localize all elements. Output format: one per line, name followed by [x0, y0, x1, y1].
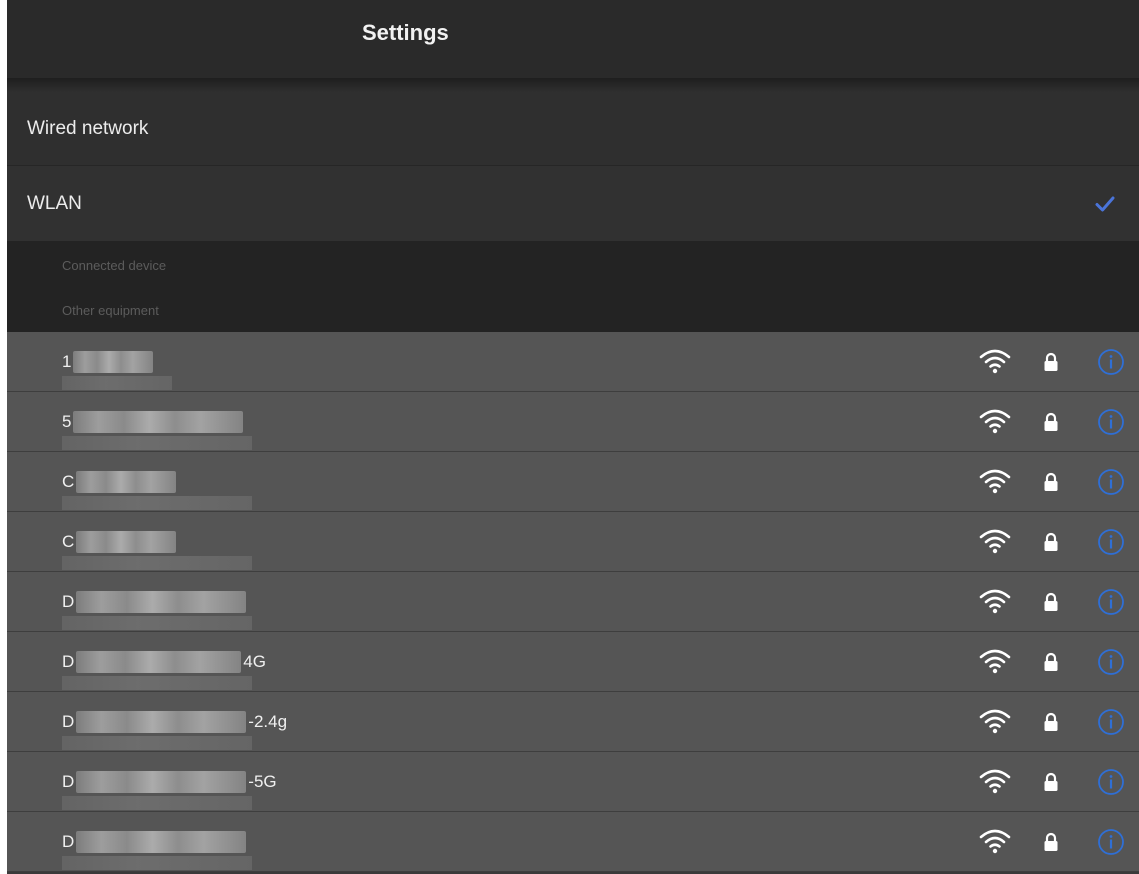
network-row[interactable] — [7, 632, 1139, 692]
redacted-name — [76, 471, 176, 493]
redacted-subtitle — [62, 616, 252, 630]
redacted-subtitle — [62, 496, 252, 510]
network-name-initial: D — [62, 712, 75, 731]
network-name-suffix: 4G — [243, 652, 266, 671]
redacted-subtitle — [62, 676, 252, 690]
info-icon[interactable] — [1097, 348, 1125, 376]
wired-network-label: Wired network — [27, 117, 149, 139]
network-name-initial: C — [62, 472, 75, 491]
network-name-initial: 1 — [62, 352, 72, 371]
lock-icon — [1043, 592, 1059, 612]
network-name-initial: D — [62, 832, 75, 851]
network-name-suffix: -2.4g — [248, 712, 288, 731]
info-icon[interactable] — [1097, 648, 1125, 676]
info-icon[interactable] — [1097, 768, 1125, 796]
network-name — [62, 590, 248, 614]
redacted-subtitle — [62, 796, 252, 810]
network-icons — [959, 332, 1139, 392]
wifi-signal-icon — [979, 708, 1011, 734]
network-icons — [959, 572, 1139, 632]
network-row[interactable] — [7, 572, 1139, 632]
wifi-signal-icon — [979, 408, 1011, 434]
header-divider — [7, 78, 1139, 92]
network-icons — [959, 392, 1139, 452]
redacted-subtitle — [62, 436, 252, 450]
page-title: Settings — [362, 20, 449, 45]
lock-icon — [1043, 472, 1059, 492]
wlan-item[interactable] — [7, 166, 1139, 241]
redacted-name — [76, 831, 246, 853]
lock-icon — [1043, 772, 1059, 792]
network-list — [7, 332, 1139, 872]
wifi-signal-icon — [979, 588, 1011, 614]
network-name — [62, 710, 287, 734]
lock-icon — [1043, 532, 1059, 552]
redacted-name — [76, 531, 176, 553]
network-row[interactable] — [7, 452, 1139, 512]
network-name — [62, 770, 277, 794]
wifi-signal-icon — [979, 528, 1011, 554]
network-row[interactable] — [7, 812, 1139, 872]
wifi-signal-icon — [979, 348, 1011, 374]
network-name-suffix: -5G — [248, 772, 277, 791]
wifi-signal-icon — [979, 648, 1011, 674]
connected-device-label: Connected device — [62, 258, 167, 273]
redacted-subtitle — [62, 736, 252, 750]
info-icon[interactable] — [1097, 588, 1125, 616]
wifi-signal-icon — [979, 768, 1011, 794]
network-row[interactable] — [7, 332, 1139, 392]
wifi-signal-icon — [979, 468, 1011, 494]
info-icon[interactable] — [1097, 708, 1125, 736]
lock-icon — [1043, 712, 1059, 732]
network-name-initial: D — [62, 592, 75, 611]
network-name — [62, 650, 266, 674]
wlan-label: WLAN — [27, 192, 82, 214]
network-name — [62, 530, 178, 554]
network-icons — [959, 512, 1139, 572]
lock-icon — [1043, 352, 1059, 372]
redacted-subtitle — [62, 376, 172, 390]
network-name — [62, 350, 155, 374]
redacted-subtitle — [62, 556, 252, 570]
network-name-initial: 5 — [62, 412, 72, 431]
network-name — [62, 830, 248, 854]
info-icon[interactable] — [1097, 408, 1125, 436]
network-icons — [959, 632, 1139, 692]
settings-window — [7, 0, 1139, 874]
redacted-subtitle — [62, 856, 252, 870]
network-name — [62, 410, 245, 434]
network-name-initial: C — [62, 532, 75, 551]
device-sections — [7, 241, 1139, 332]
network-row[interactable] — [7, 512, 1139, 572]
redacted-name — [76, 651, 241, 673]
network-row[interactable] — [7, 392, 1139, 452]
network-icons — [959, 452, 1139, 512]
lock-icon — [1043, 832, 1059, 852]
info-icon[interactable] — [1097, 468, 1125, 496]
redacted-name — [76, 711, 246, 733]
network-row[interactable] — [7, 752, 1139, 812]
info-icon[interactable] — [1097, 828, 1125, 856]
network-icons — [959, 692, 1139, 752]
info-icon[interactable] — [1097, 528, 1125, 556]
wired-network-item[interactable] — [7, 92, 1139, 166]
network-icons — [959, 752, 1139, 812]
network-row[interactable] — [7, 692, 1139, 752]
network-name-initial: D — [62, 652, 75, 671]
network-name-initial: D — [62, 772, 75, 791]
lock-icon — [1043, 412, 1059, 432]
network-icons — [959, 812, 1139, 872]
redacted-name — [76, 771, 246, 793]
title-bar — [7, 0, 1139, 78]
check-icon — [1093, 192, 1117, 216]
redacted-name — [76, 591, 246, 613]
wifi-signal-icon — [979, 828, 1011, 854]
redacted-name — [73, 351, 153, 373]
redacted-name — [73, 411, 243, 433]
other-equipment-label: Other equipment — [62, 303, 159, 318]
network-name — [62, 470, 178, 494]
lock-icon — [1043, 652, 1059, 672]
